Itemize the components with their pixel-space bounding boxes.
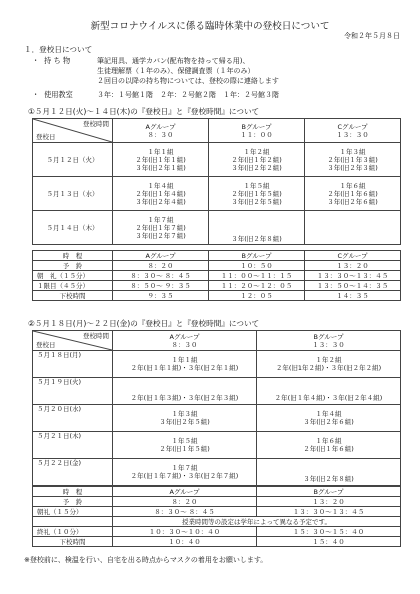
timetable-cell: １限目（４５分） [33,281,113,291]
class-line: １年５組 [243,181,270,190]
timetable-cell: １５：３０～１５：４０ [257,527,401,537]
table-row [33,291,401,301]
table-row [33,537,401,547]
section1-schedule-table [32,118,401,245]
timetable-cell: １１：２０～１２：０５ [209,281,305,291]
group-b-header [257,331,401,351]
class-line: ３年(旧２年５組) [231,197,282,206]
section1-title: ①５月１２日(火)～１４日(木)の『登校日』と『登校時間』について [28,107,260,116]
class-line: ３年(旧２年６組) [327,197,378,206]
date-cell: ５月１９日(火) [33,378,113,405]
table-row [33,507,401,517]
section1-timetable [32,250,401,301]
group-a-header [113,119,209,143]
timetable-cell: ８：３０～ ８：４５ [113,271,209,281]
timetable-cell: １２：０５ [209,291,305,301]
timetable-cell: 終礼（１０分） [33,527,113,537]
timetable-header: Aグループ [113,251,209,261]
class-cell [305,177,401,211]
timetable-header: Bグループ [209,251,305,261]
class-cell [305,143,401,177]
table-row [33,143,401,177]
class-cell [209,143,305,177]
timetable-cell: ８：５０～ ９：３５ [113,281,209,291]
group-b-header [209,119,305,143]
class-line: １年１組 [147,147,174,156]
table-row [33,261,401,271]
class-cell-empty [305,211,401,245]
class-line: ２年(旧１年４組)・３年(旧２年４組) [274,394,383,402]
class-line: ３年(旧２年５組) [159,418,210,426]
class-line: １年３組 [171,410,198,418]
class-cell [113,351,257,378]
classroom-label: 使用教室 [44,90,73,99]
timetable-cell: ８：２０ [113,261,209,271]
class-line: ２年(旧１年３組)・３年(旧２年３組) [130,394,239,402]
class-line: ２年(旧１年７組) [135,223,186,232]
class-line: ２年(旧１年３組) [327,155,378,164]
class-cell [113,405,257,432]
group-name: Bグループ [241,122,272,131]
timetable-cell: １３：３０～１３：４５ [305,271,401,281]
class-line: １年４組 [315,410,342,418]
class-line: １年７組 [147,215,174,224]
group-name: Aグループ [145,122,176,131]
corner-top-label: 登校時間 [83,120,109,128]
timetable-cell: １３：２０ [257,497,401,507]
table-row [33,517,401,527]
timetable-cell: １５：４０ [257,537,401,547]
timetable-cell: ８：３０～ ８：４５ [113,507,257,517]
belongings-line: ２回目の以降の持ち物については、登校の際に連絡します [97,77,279,85]
timetable-cell: 予 鈴 [33,497,113,507]
page-title: 新型コロナウイルスに係る臨時休業中の登校日について [90,21,330,32]
class-line: １年５組 [171,437,198,445]
group-name: Bグループ [313,332,344,341]
belongings-label: 持 ち 物 [44,56,71,65]
table-row [33,432,401,459]
timetable-cell: １１：００～１１：１５ [209,271,305,281]
group-a-header [113,331,257,351]
classroom-value: ３年：１号館１階 ２年：２号館２階 １年：２号館３階 [97,91,279,99]
class-line: ３年(旧２年６組) [303,418,354,426]
corner-header-cell [33,119,113,143]
date-cell: ５月２１日(木) [33,432,113,459]
belongings-line: 筆記用具、通学カバン(配布物を持って帰る用)、 [97,57,250,65]
class-line: １年３組 [339,147,366,156]
section2-schedule-table [32,330,401,486]
table-row [33,211,401,245]
class-cell [257,378,401,405]
timetable-header: 時 程 [33,251,113,261]
table-row [33,271,401,281]
table-row [33,177,401,211]
class-cell [113,177,209,211]
class-cell [113,143,209,177]
class-line: ２年(旧１年６組) [327,189,378,198]
timetable-cell: ８：２０ [113,497,257,507]
class-line: １年６組 [339,181,366,190]
class-cell [257,351,401,378]
class-line: ３年(旧２年８組) [303,475,354,483]
group-time: ８：３０ [171,340,198,349]
class-line: ２年(旧１年４組) [135,189,186,198]
table-row [33,459,401,486]
group-name: Cグループ [337,122,368,131]
class-cell [257,459,401,486]
class-line: ２年(旧1年２組)・３年(旧２年２組) [275,364,382,372]
class-cell [209,211,305,245]
date-cell: ５月１８日(月) [33,351,113,378]
class-cell [209,177,305,211]
date-cell: ５月２０日(水) [33,405,113,432]
group-time: １３：３０ [336,130,369,139]
footer-note: ※登校前に、検温を行い、自宅を出る時点からマスクの着用をお願いします。 [24,556,268,564]
class-cell [257,405,401,432]
class-line: ３年(旧２年４組) [135,197,186,206]
group-time: ８：３０ [147,130,174,139]
section2-timetable [32,486,401,547]
timetable-cell: １０：３０～１０：４０ [113,527,257,537]
timetable-cell: １３：２０ [305,261,401,271]
class-line: ２年(旧１年５組) [231,189,282,198]
class-line: ３年(旧２年８組) [231,235,282,243]
table-row [33,497,401,507]
group-time: １１：００ [240,130,273,139]
belongings-line: 生徒理解票（１年のみ）、保健調査票（１年のみ） [97,67,255,75]
group-name: Aグループ [169,332,200,341]
timetable-span-note: 授業時間等の設定は学年によって異なる予定です。 [113,517,401,527]
timetable-cell: 朝礼（１５分） [33,507,113,517]
timetable-cell: １０：４０ [113,537,257,547]
group-c-header [305,119,401,143]
class-cell [113,432,257,459]
corner-top-label: 登校時間 [83,332,109,340]
timetable-cell: １３：３０～１３：４５ [257,507,401,517]
timetable-header: Cグループ [305,251,401,261]
table-row [33,378,401,405]
class-line: １年４組 [147,181,174,190]
class-line: ２年(旧１年６組) [303,445,354,453]
issue-date: 令和２年５月８日 [344,32,400,40]
class-cell [113,211,209,245]
timetable-cell: 下校時間 [33,291,113,301]
class-line: １年７組 [171,464,198,472]
section-heading: １．登校日について [24,45,93,54]
corner-bottom-label: 登校日 [36,133,56,141]
class-line: １年６組 [315,437,342,445]
class-line: １年２組 [315,356,342,364]
date-cell: ５月２２日(金) [33,459,113,486]
class-cell [113,459,257,486]
table-row [33,351,401,378]
timetable-header: Bグループ [257,487,401,497]
group-time: １３：３０ [312,340,345,349]
timetable-cell: 予 鈴 [33,261,113,271]
timetable-cell: １４：３５ [305,291,401,301]
class-line: ２年(旧１年７組)・３年(旧２年７組) [130,472,239,480]
timetable-cell: ９：３５ [113,291,209,301]
date-cell: ５月１３日（水） [33,177,113,211]
class-line: ２年(旧１年１組)・３年(旧２年１組) [130,364,239,372]
table-row [33,281,401,291]
class-line: ２年(旧１年５組) [159,445,210,453]
class-cell [113,378,257,405]
timetable-header: Aグループ [113,487,257,497]
timetable-cell: １３：５０～１４：３５ [305,281,401,291]
timetable-cell: １０：５０ [209,261,305,271]
timetable-cell: 下校時間 [33,537,113,547]
bullet-marker: ・ [32,90,40,99]
timetable-cell-empty [33,517,113,527]
corner-bottom-label: 登校日 [36,341,56,349]
section2-title: ②５月１８日(月)～２２日(金)の『登校日』と『登校時間』について [28,319,260,328]
class-line: ３年(旧２年２組) [231,163,282,172]
corner-header-cell [33,331,113,351]
class-line: １年１組 [171,356,198,364]
class-line: ２年(旧１年２組) [231,155,282,164]
table-row [33,527,401,537]
bullet-marker: ・ [32,56,40,65]
class-cell [257,432,401,459]
timetable-header: 時 程 [33,487,113,497]
table-row [33,405,401,432]
class-line: ２年(旧１年１組) [135,155,186,164]
class-line: ３年(旧２年３組) [327,163,378,172]
class-line: ３年(旧２年７組) [135,231,186,240]
timetable-cell: 朝 礼（１５分） [33,271,113,281]
date-cell: ５月１２日（火） [33,143,113,177]
date-cell: ５月１４日（木） [33,211,113,245]
class-line: １年２組 [243,147,270,156]
class-line: ３年(旧２年１組) [135,163,186,172]
